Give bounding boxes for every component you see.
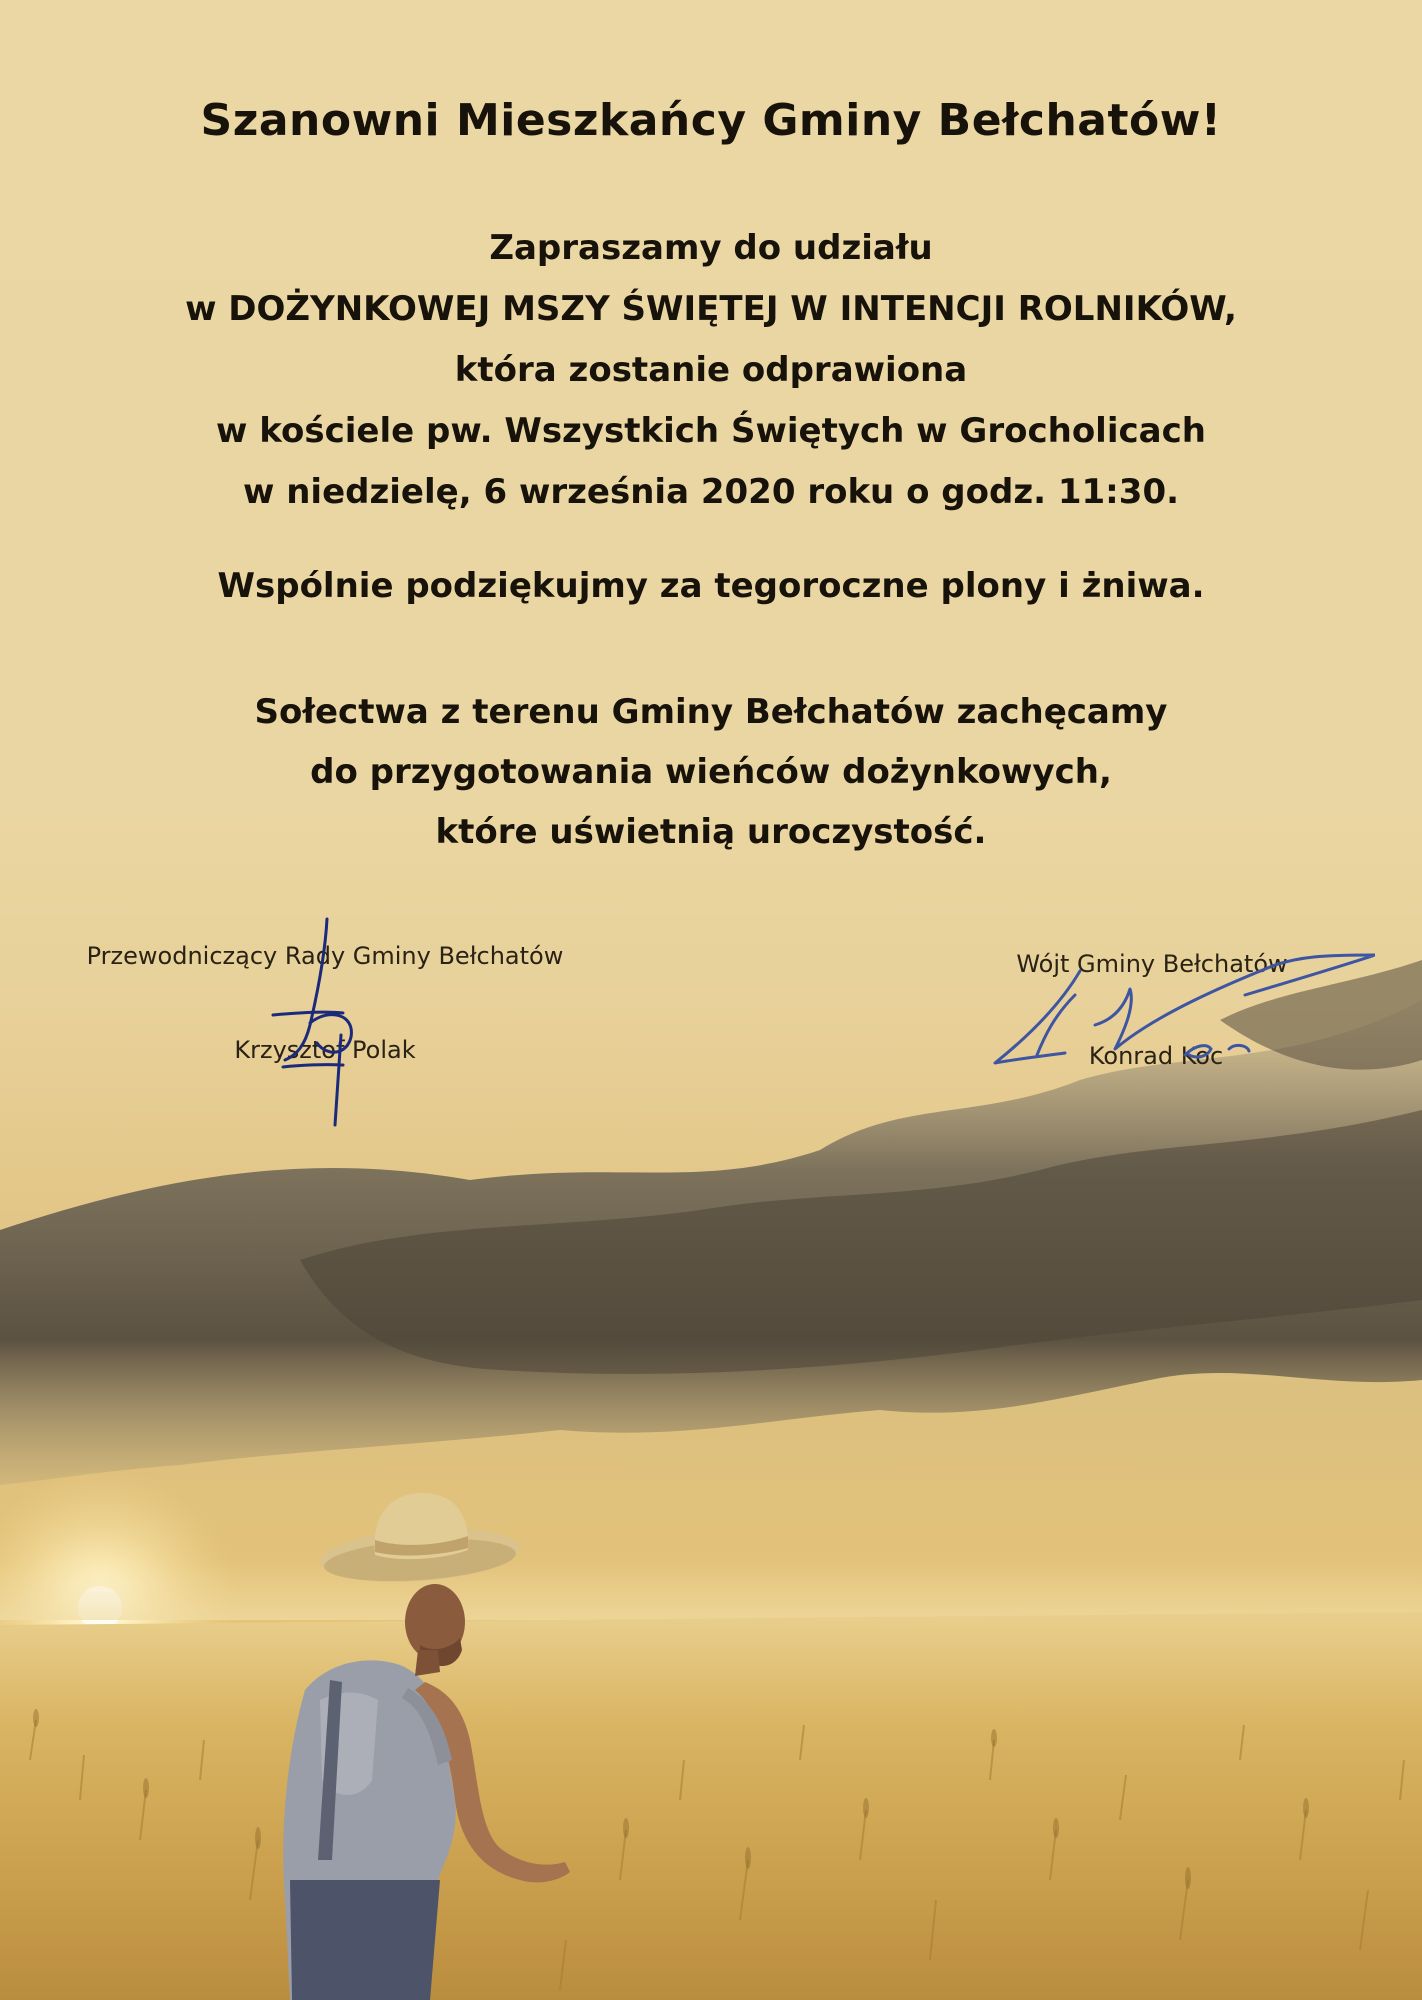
left-signatory-name: Krzysztof Polak: [234, 1036, 416, 1064]
thanks-text: Wspólnie podziękujmy za tegoroczne plony i żniwa.: [217, 566, 1205, 606]
invitation-line: w DOŻYNKOWEJ MSZY ŚWIĘTEJ W INTENCJI ROLNIKÓW,: [185, 289, 1237, 329]
invitation-line: w kościele pw. Wszystkich Świętych w Grocholicach: [216, 411, 1206, 451]
invitation-line: Zapraszamy do udziału: [489, 228, 933, 268]
solectwa-text: [0, 682, 1422, 862]
solectwa-line: Sołectwa z terenu Gminy Bełchatów zachęcamy: [254, 692, 1168, 732]
solectwa-line: które uświetnią uroczystość.: [435, 812, 987, 852]
invitation-text: [0, 218, 1422, 523]
left-signatory-role: Przewodniczący Rady Gminy Bełchatów: [86, 942, 564, 970]
invitation-line: w niedzielę, 6 września 2020 roku o godz. 11:30.: [242, 472, 1180, 512]
right-signatory-name: Konrad Koc: [1088, 1042, 1224, 1070]
invitation-line: która zostanie odprawiona: [454, 350, 968, 390]
left-handwritten-signature: [255, 915, 395, 1130]
page-title: Szanowni Mieszkańcy Gminy Bełchatów!: [200, 95, 1222, 146]
right-handwritten-signature: [975, 945, 1375, 1075]
right-signatory-role: Wójt Gminy Bełchatów: [1016, 950, 1288, 978]
solectwa-line: do przygotowania wieńców dożynkowych,: [310, 752, 1112, 792]
